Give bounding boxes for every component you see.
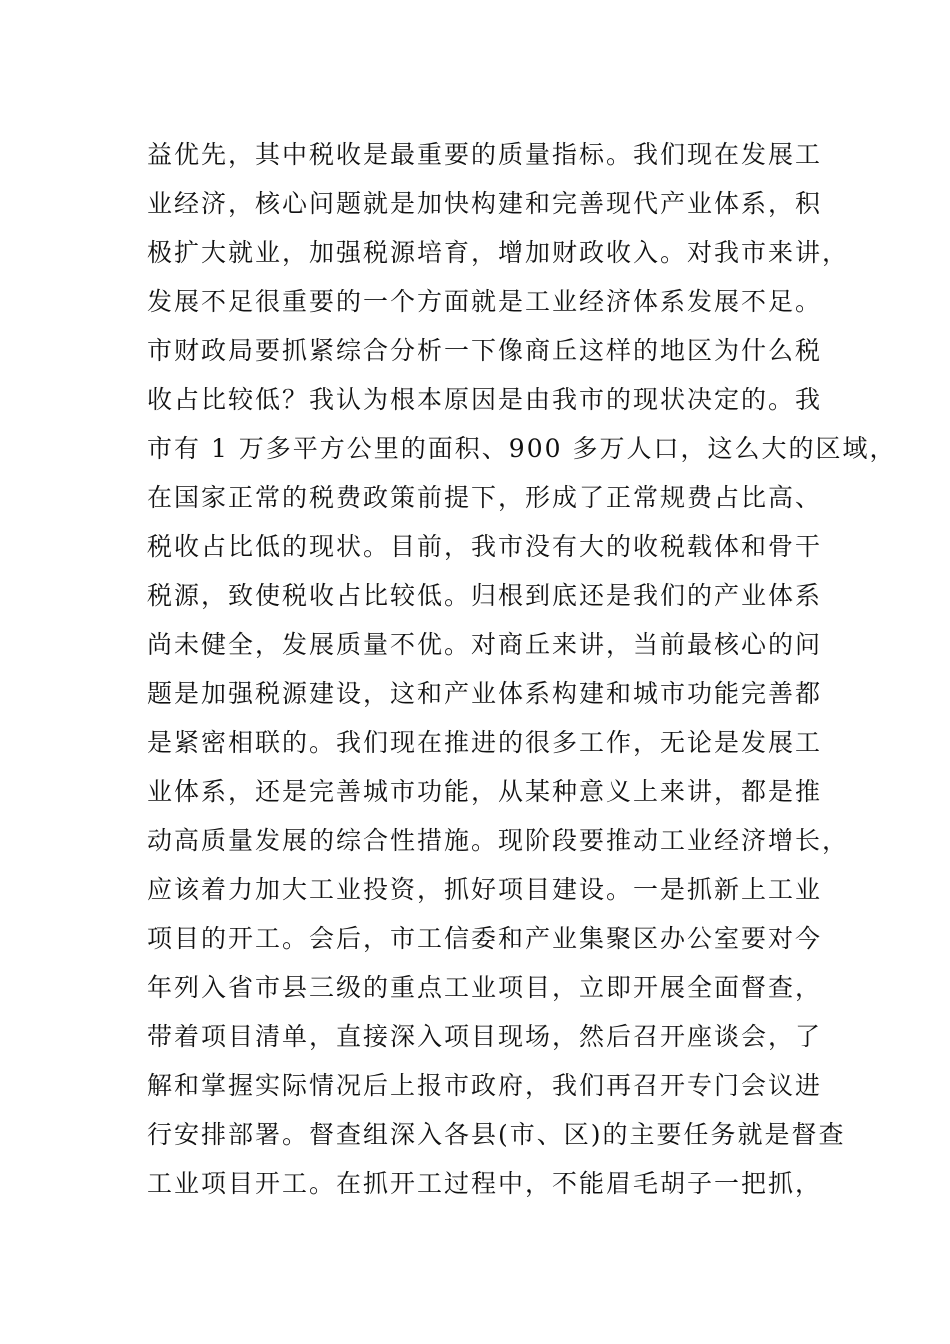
text-line: 市财政局要抓紧综合分析一下像商丘这样的地区为什么税	[147, 336, 823, 365]
text-line: 带着项目清单，直接深入项目现场，然后召开座谈会，了	[147, 1022, 823, 1051]
text-line: 动高质量发展的综合性措施。现阶段要推动工业经济增长，	[147, 826, 850, 855]
text-line: 益优先，其中税收是最重要的质量指标。我们现在发展工	[147, 140, 823, 169]
text-line: 市有 1 万多平方公里的面积、900 多万人口，这么大的区域，	[147, 434, 897, 463]
text-line: 解和掌握实际情况后上报市政府，我们再召开专门会议进	[147, 1071, 823, 1100]
text-line: 题是加强税源建设，这和产业体系构建和城市功能完善都	[147, 679, 823, 708]
body-text	[147, 130, 897, 1208]
text-line: 发展不足很重要的一个方面就是工业经济体系发展不足。	[147, 287, 823, 316]
text-line: 工业项目开工。在抓开工过程中，不能眉毛胡子一把抓，	[147, 1169, 823, 1198]
text-line: 税收占比低的现状。目前，我市没有大的收税载体和骨干	[147, 532, 823, 561]
text-line: 业经济，核心问题就是加快构建和完善现代产业体系，积	[147, 189, 823, 218]
text-line: 是紧密相联的。我们现在推进的很多工作，无论是发展工	[147, 728, 823, 757]
text-line: 在国家正常的税费政策前提下，形成了正常规费占比高、	[147, 483, 823, 512]
text-line: 业体系，还是完善城市功能，从某种意义上来讲，都是推	[147, 777, 823, 806]
text-line: 尚未健全，发展质量不优。对商丘来讲，当前最核心的问	[147, 630, 823, 659]
text-line: 年列入省市县三级的重点工业项目，立即开展全面督查，	[147, 973, 823, 1002]
text-line: 应该着力加大工业投资，抓好项目建设。一是抓新上工业	[147, 875, 823, 904]
text-line: 行安排部署。督查组深入各县(市、区)的主要任务就是督查	[147, 1120, 846, 1149]
text-line: 税源，致使税收占比较低。归根到底还是我们的产业体系	[147, 581, 823, 610]
text-line: 项目的开工。会后，市工信委和产业集聚区办公室要对今	[147, 924, 823, 953]
text-line: 收占比较低？我认为根本原因是由我市的现状决定的。我	[147, 385, 823, 414]
text-line: 极扩大就业，加强税源培育，增加财政收入。对我市来讲，	[147, 238, 850, 267]
